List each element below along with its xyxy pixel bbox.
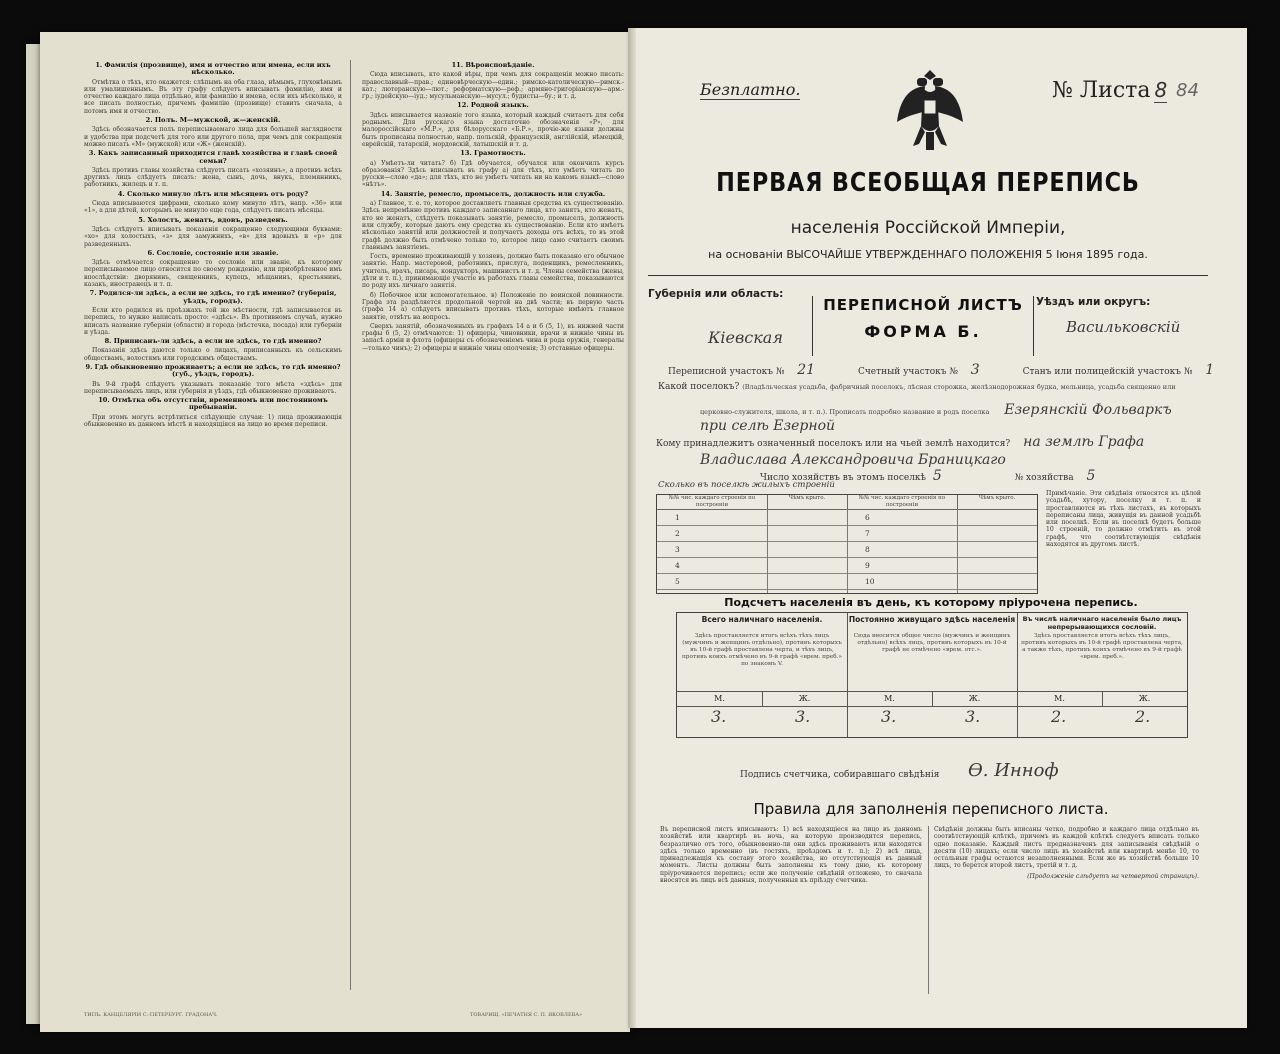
instruction-text: Здѣсь противъ главы хозяйства слѣдуетъ писать «хозяинъ», а противъ всѣхъ другихъ лицъ слѣдуетъ писать: жена, сынъ, дочь, внукъ, племянникъ, работникъ, жилецъ и т. п. [84,166,342,189]
rules-continuation-note: (Продолженіе слѣдуетъ на четвертой страницѣ). [1027,872,1199,880]
houses-row-number: 1 [675,513,680,522]
census-decree: на основаніи ВЫСОЧАЙШЕ УТВЕРЖДЕННАГО ПОЛОЖЕНІЯ 5 Іюня 1895 года. [708,248,1148,261]
census-section-value: 21 [797,362,816,378]
instruction-heading: 2. Полъ. М—мужской, ж—женскій. [145,116,281,125]
instruction-text: Здѣсь слѣдуетъ вписывать показанія сокращенно следующими буквами: «хо» для холостыхъ, «з» для замужнихъ, «в» для вдовыхъ и «р» для разведенныхъ. [84,225,342,248]
rules-title: Правила для заполненія переписного листа. [753,800,1109,818]
rules-column-left: Въ переписной листъ вписываютъ: 1) всѣ находящіеся на лицо въ данномъ хозяйствѣ или квартирѣ въ ночь, на которую производится перепись, безразлично отъ того, обыкновенно-ли они здѣсь проживаютъ или находятся здѣсь только временно (въ гостяхъ, проѣздомъ и т. п.); 2) всѣ лица, принадлежащія къ составу этого хозяйства, но отсутствующія въ данный моментъ. Листы должны быть заполнены къ тому дню, къ которому пріурочивается перепись; если же полученіе свѣдѣній отложено, то сначала вносятся въ лицъ всѣ данныя, полученныя къ пріѣзду счетчика. [660,826,922,885]
houses-table [656,494,1038,594]
census-section-field [668,362,1214,378]
permanent-female-value: 3. [965,707,981,726]
estates-population-desc: Здѣсь проставляется итогъ всѣхъ тѣхъ лицъ, противъ которыхъ въ 10-й графѣ проставлена черта, а также тѣхъ, противъ коихъ отмѣчено въ 9-й графѣ «врем. преб.». [1021,633,1183,660]
houses-row-number: 9 [865,561,870,570]
houses-row-number: 6 [865,513,870,522]
estates-population-col [1017,613,1187,737]
permanent-female-header: Ж. [932,691,1017,707]
owner-value-2: Владислава Александровича Браницкаго [700,452,1006,468]
instruction-heading: 7. Родился-ли здѣсь, а если не здѣсь, то гдѣ именно? (губернія, уѣздъ, городъ). [89,289,337,305]
houses-col-line [957,509,958,593]
instruction-text: При этомъ могутъ встрѣтиться слѣдующіе случаи: 1) лица проживающія обыкновенно въ данномъ мѣстѣ и находящіяся на лицо во время переписи. [84,413,342,429]
settlement-location-field [700,418,835,434]
instruction-heading: 5. Холостъ, женатъ, вдовъ, разведенъ. [138,215,288,224]
rules-right-text: Свѣдѣнія должны быть вписаны четко, подробно и каждаго лица отдѣльно въ соотвѣтствующій клѣткѣ, причемъ въ каждой клѣткѣ следуетъ вписать только одно показаніе. Каждый листъ предназначенъ для записыванія свѣдѣній о десяти (10) лицахъ; если число лицъ въ хозяйствѣ или квартирѣ менѣе 10, то остальныя графы остаются незаполненными. Если же въ хозяйствѣ больше 10 лицъ, то берется второй листъ, третій и т. д. [934,826,1199,870]
houses-row-number: 2 [675,529,680,538]
houses-col-header-1: №№ чис. каждаго строенія по построеніи [657,495,768,510]
houses-row-number: 8 [865,545,870,554]
instruction-text: Здѣсь вписывается названіе того языка, который каждый считаетъ для себя роднымъ. Для русскаго языка достаточно обозначенія «Р», для малороссійскаго «М.Р.», для бѣлорусскаго «Б.Р.», прочіе-же языки должны быть прописаны полностью, напр. польскій, французскій, англійскій, нѣмецкій, еврейскій, татарскій, мордовскій, латышскій и т. д. [362,111,624,148]
present-population-col [677,613,848,737]
houses-col-header-3: №№ чис. каждаго строенія по построеніи [847,495,958,510]
province-box [648,288,808,300]
sheet-number [1052,78,1167,103]
instruction-heading: 9. Гдѣ обыкновенно проживаетъ; а если не здѣсь, то гдѣ именно? (губ., уѣздъ, городъ). [85,362,341,379]
count-section-label: Счетный участокъ № [857,367,958,377]
instruction-heading: 1. Фамилія (прозвище), имя и отчество или имена, если ихъ нѣсколько. [95,61,331,77]
instruction-heading: 14. Занятіе, ремесло, промыселъ, должность или служба. [380,189,606,198]
census-title: ПЕРВАЯ ВСЕОБЩАЯ ПЕРЕПИСЬ [716,168,1140,198]
count-section-value: 3 [970,362,980,378]
settlement-detail-hint: церковно-служителя, школа, и т. п.). Прописать подробно название и родъ поселка [700,408,990,416]
instruction-text: Если кто родился въ проѣзжахъ той же мѣстности, гдѣ записывается въ перепись, то нужно написать просто: «здѣсь». Въ противномъ случаѣ, нужно вписать название губерніи (области) и города (мѣстечка, посада) или губерніи и уѣзда. [84,306,342,336]
imperial-eagle-emblem [895,66,965,158]
instruction-text: Здѣсь отмѣчается сокращенно то сословіе или званіе, къ которому переписываемое лицо относится по своему рожденію, или приобрѣтенное имъ впослѣдствіи: дворянинъ, священникъ, купецъ, мѣщанинъ, крестьянинъ, казакъ, иностранецъ и т. п. [84,259,342,289]
houses-col-header-4: Чѣмъ крыто. [957,495,1037,510]
instruction-heading: 8. Приписанъ-ли здѣсь, а если не здѣсь, то гдѣ именно? [104,337,322,346]
sheet-number-label: № Листа [1052,78,1151,103]
instruction-heading: 3. Какъ записанный приходится главѣ хозяйства и главѣ своей семьи? [88,149,338,165]
households-count-label: Число хозяйствъ въ этомъ поселкѣ [760,473,926,483]
houses-col-line [767,509,768,593]
instruction-text: Здѣсь обозначается полъ переписываемаго лица для большей наглядности и удобства при подсчетѣ для того или другого пола, при чемъ для сокращенія можно писать «М» (мужской) или «Ж» (женскій). [84,126,342,148]
rules-column-right [934,826,1199,986]
population-table [676,612,1188,738]
settlement-detail-field [700,402,1210,418]
police-section-value: 1 [1205,362,1215,378]
settlement-hint: (Владѣльческая усадьба, фабричный поселокъ, лѣсная сторожка, желѣзнодорожная будка, мельница, усадьба священно или [742,383,1176,391]
present-male-header: М. [677,691,763,707]
owner-field-line-2 [700,452,1006,468]
district-label: Уѣздъ или округъ: [1036,296,1151,308]
settlement-field [658,382,1208,392]
household-number-value: 5 [1086,468,1096,484]
population-count-title: Подсчетъ населенія въ день, къ которому пріурочена перепись. [724,596,1138,609]
settlement-label: Какой поселокъ? [658,382,740,392]
estates-male-value: 2. [1051,707,1067,726]
settlement-name-value: Езерянскій Фольваркъ [1004,402,1172,418]
sheet-number-value: 8 [1154,78,1168,102]
estates-female-header: Ж. [1102,691,1187,707]
pencil-mark: 84 [1176,80,1199,101]
instruction-text: б) Побочное или вспомогательное. в) Положеніе по воинской повинности. Графа эта раздѣляется продольной чертой на двѣ части; въ первую часть (графа 14 а) слѣдуетъ вписывать противъ тѣхъ, которые имѣютъ главное занятіе, отвѣтъ на вопросъ. [362,291,624,321]
instruction-heading: 4. Сколько минуло лѣтъ или мѣсяцевъ отъ роду? [117,189,309,198]
permanent-population-header: Постоянно живущаго здѣсь населенія [848,615,1016,624]
instruction-heading: 11. Вѣроисповѣданіе. [451,61,535,69]
instruction-text: Въ 9-й графѣ слѣдуетъ указывать показаніе того мѣста «здѣсь» для переписываемыхъ лицъ, или губернія и уѣздъ, гдѣ обыкновенно проживаютъ. [84,380,342,395]
houses-row-number: 7 [865,529,870,538]
district-box [1036,296,1206,308]
permanent-male-value: 3. [881,707,897,726]
province-value: Кіевская [708,328,783,347]
houses-row-number: 10 [865,577,875,586]
column-divider [350,60,351,990]
printer-imprint-left: ТИПЪ. КАНЦЕЛЯРІИ С.-ПЕТЕРБУРГ. ГРАДОНАЧ. [84,1012,218,1018]
census-subtitle: населенія Россійской Имперіи, [790,218,1066,238]
owner-label: Кому принадлежитъ означенный поселокъ или на чьей землѣ находится? [656,439,1011,449]
estates-population-header: Въ числѣ наличнаго населенія было лицъ непрерывающихся сословій. [1022,615,1182,631]
permanent-male-header: М. [847,691,933,707]
present-female-header: Ж. [762,691,847,707]
instruction-text: а) Умѣетъ-ли читать? б) Гдѣ обучается, обучался или окончилъ курсъ образованія? Здѣсь вписывать въ графу а) для тѣхъ, кто умѣетъ читать по русски—слово «да»; для тѣхъ, кто не умѣетъ читать ни на какомъ языкѣ—слово «нѣтъ». [362,159,624,189]
houses-table-title: Сколько въ поселкѣ жилыхъ строеній [658,480,835,490]
present-population-desc: Здѣсь проставляется итогъ всѣхъ тѣхъ лицъ (мужчинъ и женщинъ отдѣльно), противъ которыхъ въ 10-й графѣ проставлена черта, и тѣхъ лицъ, противъ коихъ отмѣчено въ 9-й графѣ «врем. преб.» по знакомъ V. [681,633,843,667]
present-female-value: 3. [795,707,811,726]
estates-female-value: 2. [1135,707,1151,726]
houses-row-number: 3 [675,545,680,554]
household-number-label: № хозяйства [1014,473,1074,483]
present-male-value: 3. [711,707,727,726]
instruction-text: Показанія здѣсь даются только о лицахъ, приписанныхъ къ сельскимъ обществамъ, волостямъ или городскимъ обществамъ. [84,347,342,362]
enumerator-signature: Ѳ. Инноф [968,760,1059,781]
houses-col-line [847,509,848,593]
police-section-label: Станъ или полицейскій участокъ № [1022,367,1193,377]
instructions-column-1 [84,60,342,980]
permanent-population-desc: Сюда вносится общее число (мужчинъ и женщинъ отдѣльно) всѣхъ лицъ, противъ которыхъ въ 10-й графѣ не отмѣчено «врем. отс.». [853,633,1011,653]
houses-row-number: 4 [675,561,680,570]
instruction-text: Гость, временно проживающій у хозяевъ, должно быть показано его обычное занятіе. Напр. мастеровой, работникъ, прислуга, поденщикъ, ремесленникъ, учитель, врачъ, писарь, кондукторъ, машинистъ и т. д. Члены семейства (жены, дѣти и т. п.), принимающіе участіе въ работахъ главы семейства, показываются по роду ихъ личнаго занятія. [362,253,624,290]
permanent-population-col [847,613,1018,737]
instruction-text: Отмѣтка о тѣхъ, кто окажется: слѣпымъ на оба глаза, нѣмымъ, глухонѣмымъ или умалишеннымъ. Въ эту графу слѣдуетъ вписывать фамилію, имя и отчество каждаго лица отдѣльно, или фамилію и имена, если ихъ нѣсколько, и все писать полностью, причемъ фамилію (прозвище) ставить сначала, а потомъ имя и отчество. [84,78,342,115]
houses-note: Примѣчаніе. Эти свѣдѣнія относятся къ цѣлой усадьбѣ, хутору, поселку и т. п. и проставляются въ тѣхъ листахъ, въ которыхъ переписаны лица, живущія въ данной усадьбѣ или поселкѣ. Если въ поселкѣ будетъ больше 10 строеній, то должно отмѣтить въ этой графѣ, что соотвѣтствующія свѣдѣнія находятся въ другомъ листѣ. [1046,490,1201,549]
estates-male-header: М. [1017,691,1103,707]
census-section-label: Переписной участокъ № [668,367,785,377]
district-value: Васильковскій [1066,318,1181,336]
page-fold [628,28,636,1028]
instruction-heading: 12. Родной языкъ. [457,101,529,110]
houses-row-number: 5 [675,577,680,586]
form-letter: ФОРМА Б. [864,322,982,341]
instruction-text: Сюда вписываются цифрами, сколько кому минуло лѣтъ, напр. «36» или «1», а для дѣтей, которымъ не минуло еще года, слѣдуетъ писать мѣсяцы. [84,200,342,215]
instruction-heading: 13. Грамотность. [460,149,526,158]
instruction-text: Сюда вписывать, кто какой вѣры, при чемъ для сокращенія можно писать: православный—прав.; единовѣрческую—един.; римско-католическую—римск.-кат.; лютеранскую—лют.; реформатскую—реф.; армяно-григоріанскую—арм.-гр.; іудейскую—іуд.; мусульманскую—мусул.; будисты—бу.; и т. д. [362,71,624,101]
province-label: Губернія или область: [648,288,784,300]
instruction-text: Сверхъ занятій, обозначенныхъ въ графахъ 14 а и 6 (5, 1), въ нижней части графы 6 (5, 2) отмѣчаются: 1) офицеры, чиновники, врачи и нижніе чины въ запасѣ арміи и флота (офицеры съ обозначеніемъ чина и рода оружія, генералы—только чинъ); 2) офицеры и нижніе чины ополченія; 3) отставные офицеры. [362,322,624,352]
owner-field [656,434,1216,450]
form-title: ПЕРЕПИСНОЙ ЛИСТЪ [823,296,1023,314]
instruction-text: а) Главное, т. е. то, которое доставляетъ главныя средства къ существованію. Здѣсь непремѣнно противъ каждаго записаннаго лица, кто занятъ, кто женатъ, кто не женатъ, слѣдуетъ показывать занятіе, ремесло, промыселъ, должность или службу, которые даютъ ему средства къ существованію. Если кто имѣетъ нѣсколько занятій или должностей и получаетъ доходы отъ всѣхъ, то въ этой графѣ должно быть отмѣчено только то, которое лицо само считаетъ своимъ главнымъ занятіемъ. [362,200,624,251]
present-population-header: Всего наличнаго населенія. [701,615,823,624]
instruction-heading: 10. Отмѣтка объ отсутствіи, временномъ или постоянномъ пребываніи. [98,396,328,412]
households-count-value: 5 [932,468,942,484]
settlement-location-value: при селѣ Езерной [700,418,836,434]
rules-divider [928,826,929,994]
enumerator-signature-label: Подпись счетчика, собиравшаго свѣдѣнія [740,770,940,780]
owner-value-1: на землѣ Графа [1023,434,1145,450]
instruction-heading: 6. Сословіе, состояніе или званіе. [147,248,279,257]
free-label: Безплатно. [700,80,801,99]
instructions-column-2 [362,60,624,980]
printer-imprint-right: ТОВАРИЩ. «ПЕЧАТНЯ С. П. ЯКОВЛЕВА» [470,1012,583,1018]
form-title-box [812,296,1034,356]
houses-col-header-2: Чѣмъ крыто. [767,495,848,510]
